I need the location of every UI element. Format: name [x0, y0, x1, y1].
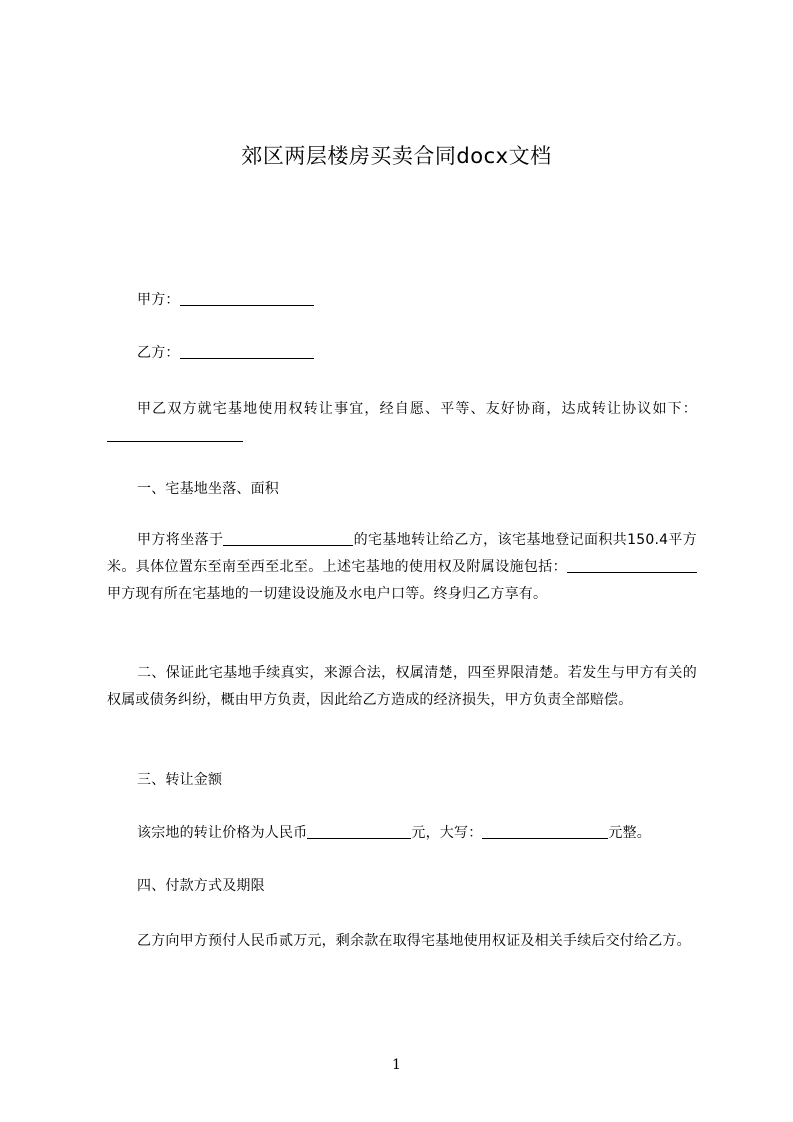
- section1-paragraph: [107, 527, 697, 608]
- intro-text: 甲乙双方就宅基地使用权转让事宜，经自愿、平等、友好协商，达成转让协议如下：: [137, 401, 697, 417]
- party-a-blank: [180, 290, 314, 306]
- section4-heading: 四、付款方式及期限: [137, 878, 265, 894]
- section1-text-1: 甲方将坐落于: [137, 532, 224, 548]
- intro-paragraph: [107, 396, 697, 450]
- section2-paragraph: 二、保证此宅基地手续真实，来源合法，权属清楚，四至界限清楚。若发生与甲方有关的权属或债务纠纷，概由甲方负责，因此给乙方造成的经济损失，甲方负责全部赔偿。: [107, 665, 697, 708]
- party-a-label: 甲方：: [137, 292, 180, 308]
- section1-text-2: 的宅基地转让给乙方，该宅基地登记面积共150.4平方米。具体位置东至南至西至北至。上述宅基地的使用权及附属设施包括：: [107, 532, 698, 575]
- amount-blank: [307, 823, 411, 839]
- section4-paragraph: 乙方向甲方预付人民币贰万元，剩余款在取得宅基地使用权证及相关手续后交付给乙方。: [137, 933, 691, 949]
- section3-text-3: 元整。: [608, 825, 652, 841]
- party-b-label: 乙方：: [137, 345, 180, 361]
- party-b-line: [107, 340, 697, 367]
- section1-heading: 一、宅基地坐落、面积: [137, 481, 279, 497]
- document-title: 郊区两层楼房买卖合同docx文档: [241, 144, 552, 168]
- party-b-blank: [180, 343, 314, 359]
- section3-paragraph: [107, 820, 697, 847]
- party-a-line: [107, 287, 697, 314]
- facilities-blank: [567, 557, 697, 573]
- section3-text-2: 元，大写：: [411, 825, 483, 841]
- page-number: 1: [392, 1057, 401, 1073]
- section3-heading: 三、转让金额: [137, 772, 223, 788]
- section1-text-3: 甲方现有所在宅基地的一切建设设施及水电户口等。终身归乙方享有。: [107, 586, 548, 602]
- intro-blank: [107, 426, 243, 442]
- section3-text-1: 该宗地的转让价格为人民币: [137, 825, 308, 841]
- amount-words-blank: [482, 823, 608, 839]
- location-blank: [223, 530, 353, 546]
